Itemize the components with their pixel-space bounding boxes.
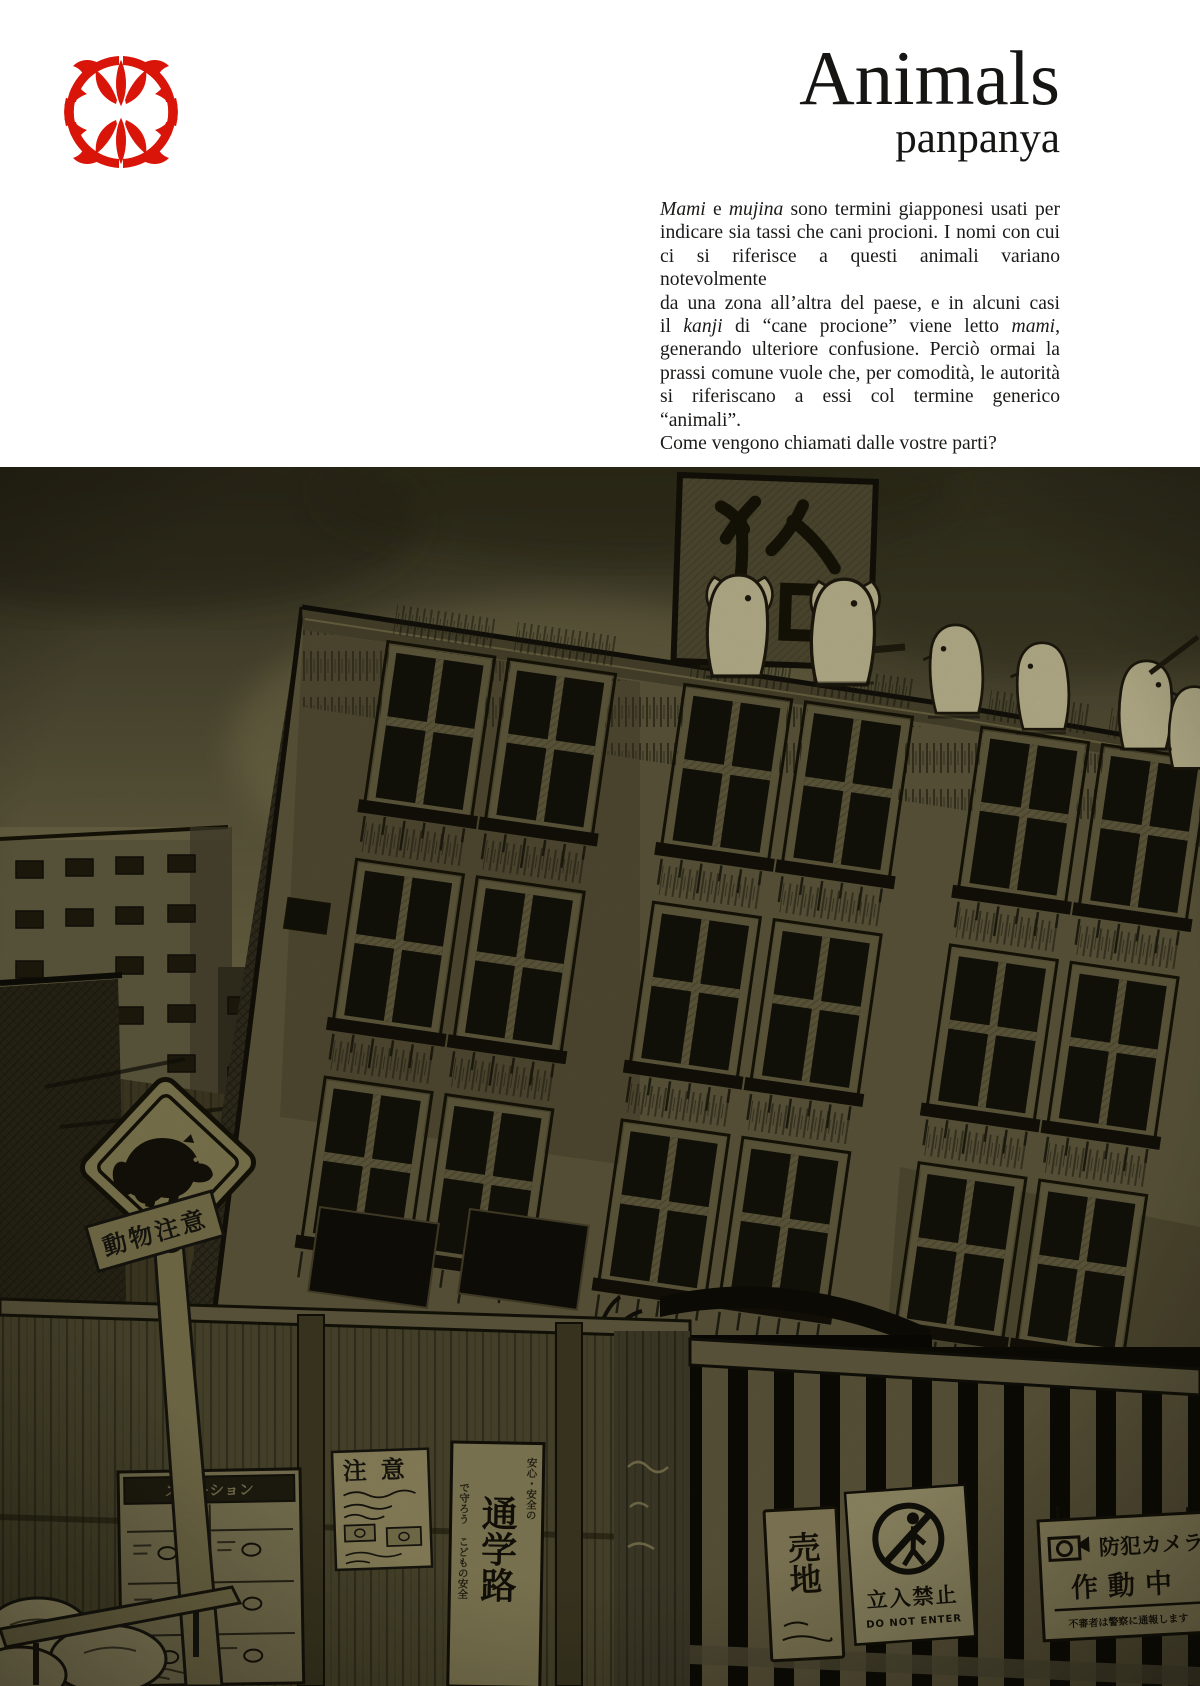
intro-line: Mami e mujina sono termini giapponesi usati per <box>660 199 1061 220</box>
book-author: panpanya <box>895 115 1060 162</box>
cover-illustration <box>0 467 1200 1686</box>
book-title: Animals <box>799 35 1060 121</box>
intro-line: generando ulteriore confusione. Perciò ormai la <box>660 339 1060 361</box>
intro-line: Come vengono chiamati dalle vostre parti? <box>660 433 997 455</box>
intro-line: si riferiscano a essi col termine generico “animali”. <box>660 386 1060 431</box>
paper-grain <box>0 467 1200 1686</box>
intro-line: prassi comune vuole che, per comodità, le autorità <box>660 362 1060 384</box>
intro-line: il kanji di “cane procione” viene letto mami, <box>660 316 1060 338</box>
intro-line: da una zona all’altra del paese, e in alcuni casi <box>660 292 1060 314</box>
publisher-logo <box>56 48 186 176</box>
intro-line: indicare sia tassi che cani procioni. I nomi con cui <box>660 222 1060 244</box>
logo-ornament <box>64 56 178 168</box>
intro-paragraph <box>660 198 1060 455</box>
intro-line: ci si riferisce a questi animali variano notevolmente <box>660 245 1060 291</box>
title-block <box>799 35 1060 162</box>
